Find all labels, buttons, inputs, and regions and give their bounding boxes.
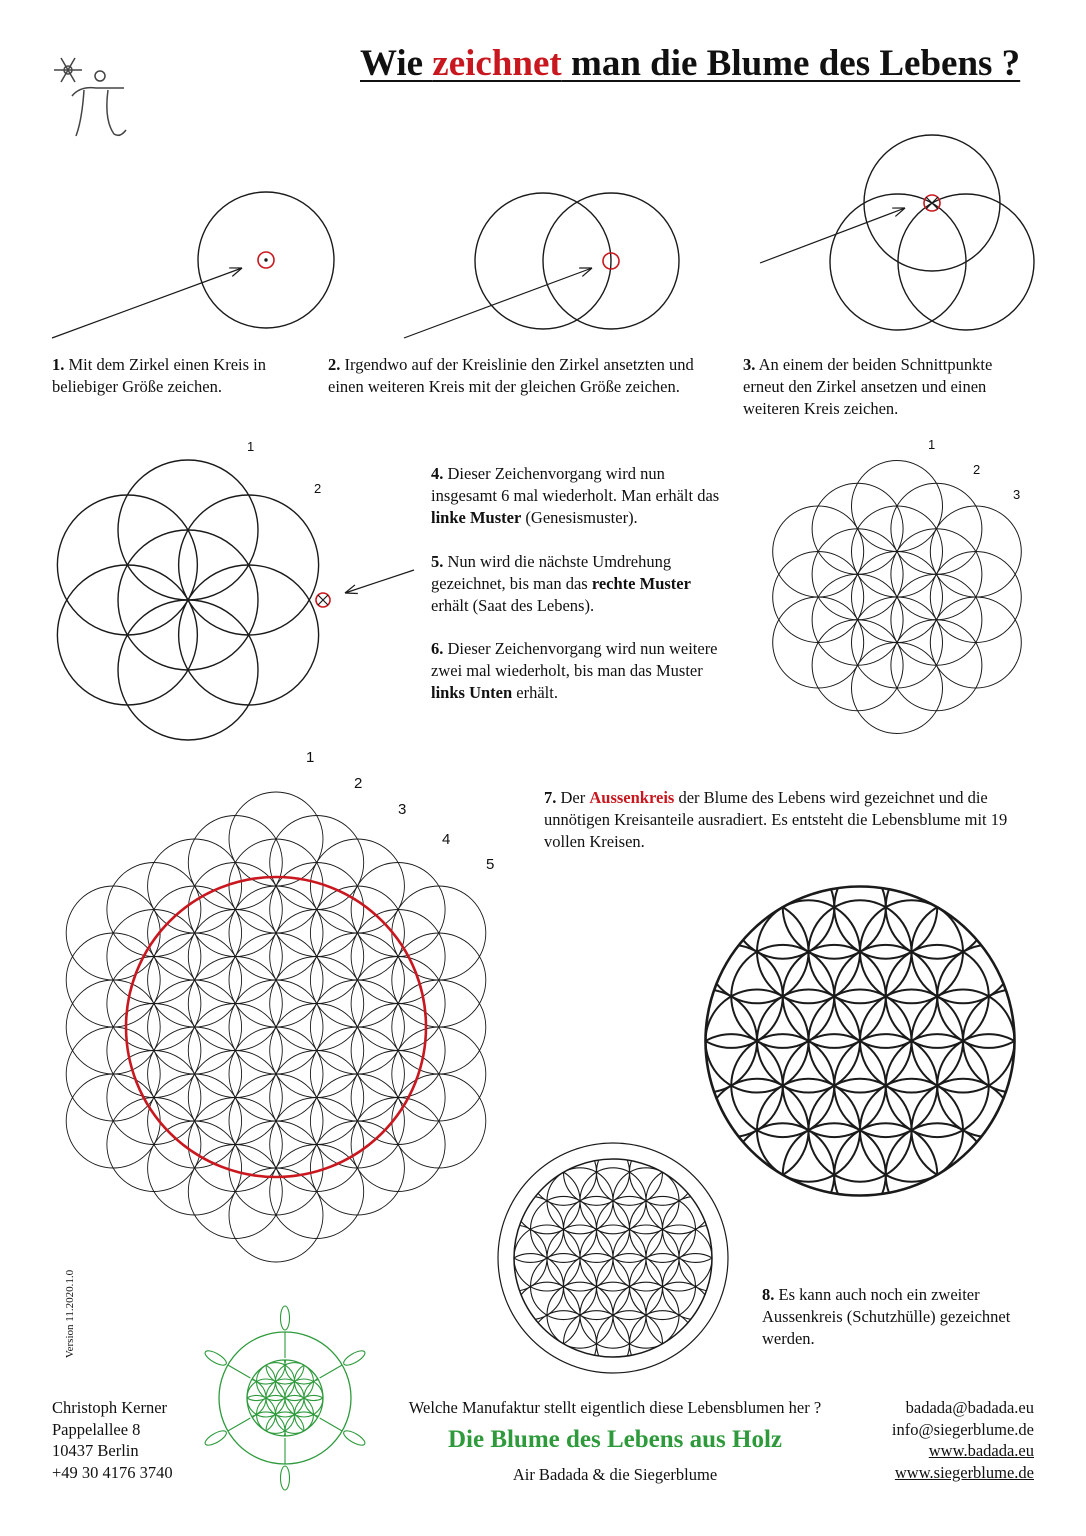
green-logo-stem [320,1418,343,1431]
contact-email-2[interactable]: info@siegerblume.de [891,1419,1034,1439]
green-logo-petals [228,1346,342,1450]
step2-arrow [404,268,592,338]
ring-label: 2 [354,775,363,792]
flower-large-group [654,856,1066,1227]
green-logo [203,1306,367,1490]
green-logo-leaf [203,1348,228,1368]
green-logo-leaf [281,1466,290,1490]
ring-label: 1 [928,437,936,452]
flower-large-petals [654,856,1066,1227]
step-8-text: 8. Es kann auch noch ein zweiter Aussenkreis (Schutzhülle) gezeichnet werden. [762,1285,1011,1348]
ring-label: 1 [306,749,315,766]
green-logo-leaf [342,1428,367,1448]
flower-small-petals [481,1139,745,1376]
brand-title: Die Blume des Lebens aus Holz [447,1426,783,1453]
contact-block [892,1397,1034,1483]
ring-label: 3 [1013,487,1021,502]
contact-website-1[interactable]: www.badada.eu [928,1441,1034,1460]
flower-small-group [481,1139,745,1376]
step3-cross [926,197,938,209]
contact-email-1[interactable]: badada@badada.eu [905,1398,1034,1417]
address-city: 10437 Berlin [52,1441,139,1460]
green-logo-leaf [203,1428,228,1448]
step-1-text: 1. Mit dem Zirkel einen Kreis in beliebiger Größe zeichen. [52,355,266,396]
address-block [52,1397,173,1483]
address-phone: +49 30 4176 3740 [52,1462,173,1482]
step1-center-dot [265,259,267,261]
step3-arrow [760,208,905,263]
step-2-text: 2. Irgendwo auf der Kreislinie den Zirkel ansetzten und einen weiteren Kreis mit der gleichen Größe zeichen. [328,355,694,396]
address-street: Pappelallee 8 [52,1419,141,1439]
page-title: Wie zeichnet man die Blume des Lebens ? [360,43,1021,84]
ring-label: 2 [314,481,322,496]
ring-label: 1 [247,439,255,454]
step-4-text: 4. Dieser Zeichenvorgang wird nun insgesamt 6 mal wiederholt. Man erhält das linke Muster (Genesismuster). [431,464,720,527]
step-3-text: 3. An einem der beiden Schnittpunkte erneut den Zirkel ansetzen und einen weiteren Kreis zeichen. [743,355,993,418]
green-logo-stem [228,1365,251,1378]
green-logo-leaf [281,1306,290,1330]
version-label: Version 11.2020.1.0 [64,1269,76,1359]
step-7-text: 7. Der Aussenkreis der Blume des Lebens wird gezeichnet und die unnötigen Kreisanteile ausradiert. Es entsteht die Lebensblume mit 19 vollen Kreisen. [544,788,1008,851]
genesis-cross [318,595,328,605]
address-name: Christoph Kerner [52,1398,168,1417]
contact-website-2[interactable]: www.siegerblume.de [894,1462,1034,1482]
footer-question: Welche Manufaktur stellt eigentlich diese Lebensblumen her ? [408,1398,822,1417]
step-6-text: 6. Dieser Zeichenvorgang wird nun weitere zwei mal wiederholt, bis man das Muster links Unten erhält. [431,639,718,702]
green-logo-stem [228,1418,251,1431]
footer-tagline: Air Badada & die Siegerblume [512,1465,718,1484]
green-logo-leaf [342,1348,367,1368]
ring-label: 5 [486,856,495,873]
ring-label: 4 [442,831,451,848]
ring-label: 2 [973,462,981,477]
step-5-text: 5. Nun wird die nächste Umdrehung gezeichnet, bis man das rechte Muster erhält (Saat des Lebens). [431,552,691,615]
green-logo-stem [320,1365,343,1378]
genesis-arrow [345,570,414,593]
ring-label: 3 [398,801,407,818]
